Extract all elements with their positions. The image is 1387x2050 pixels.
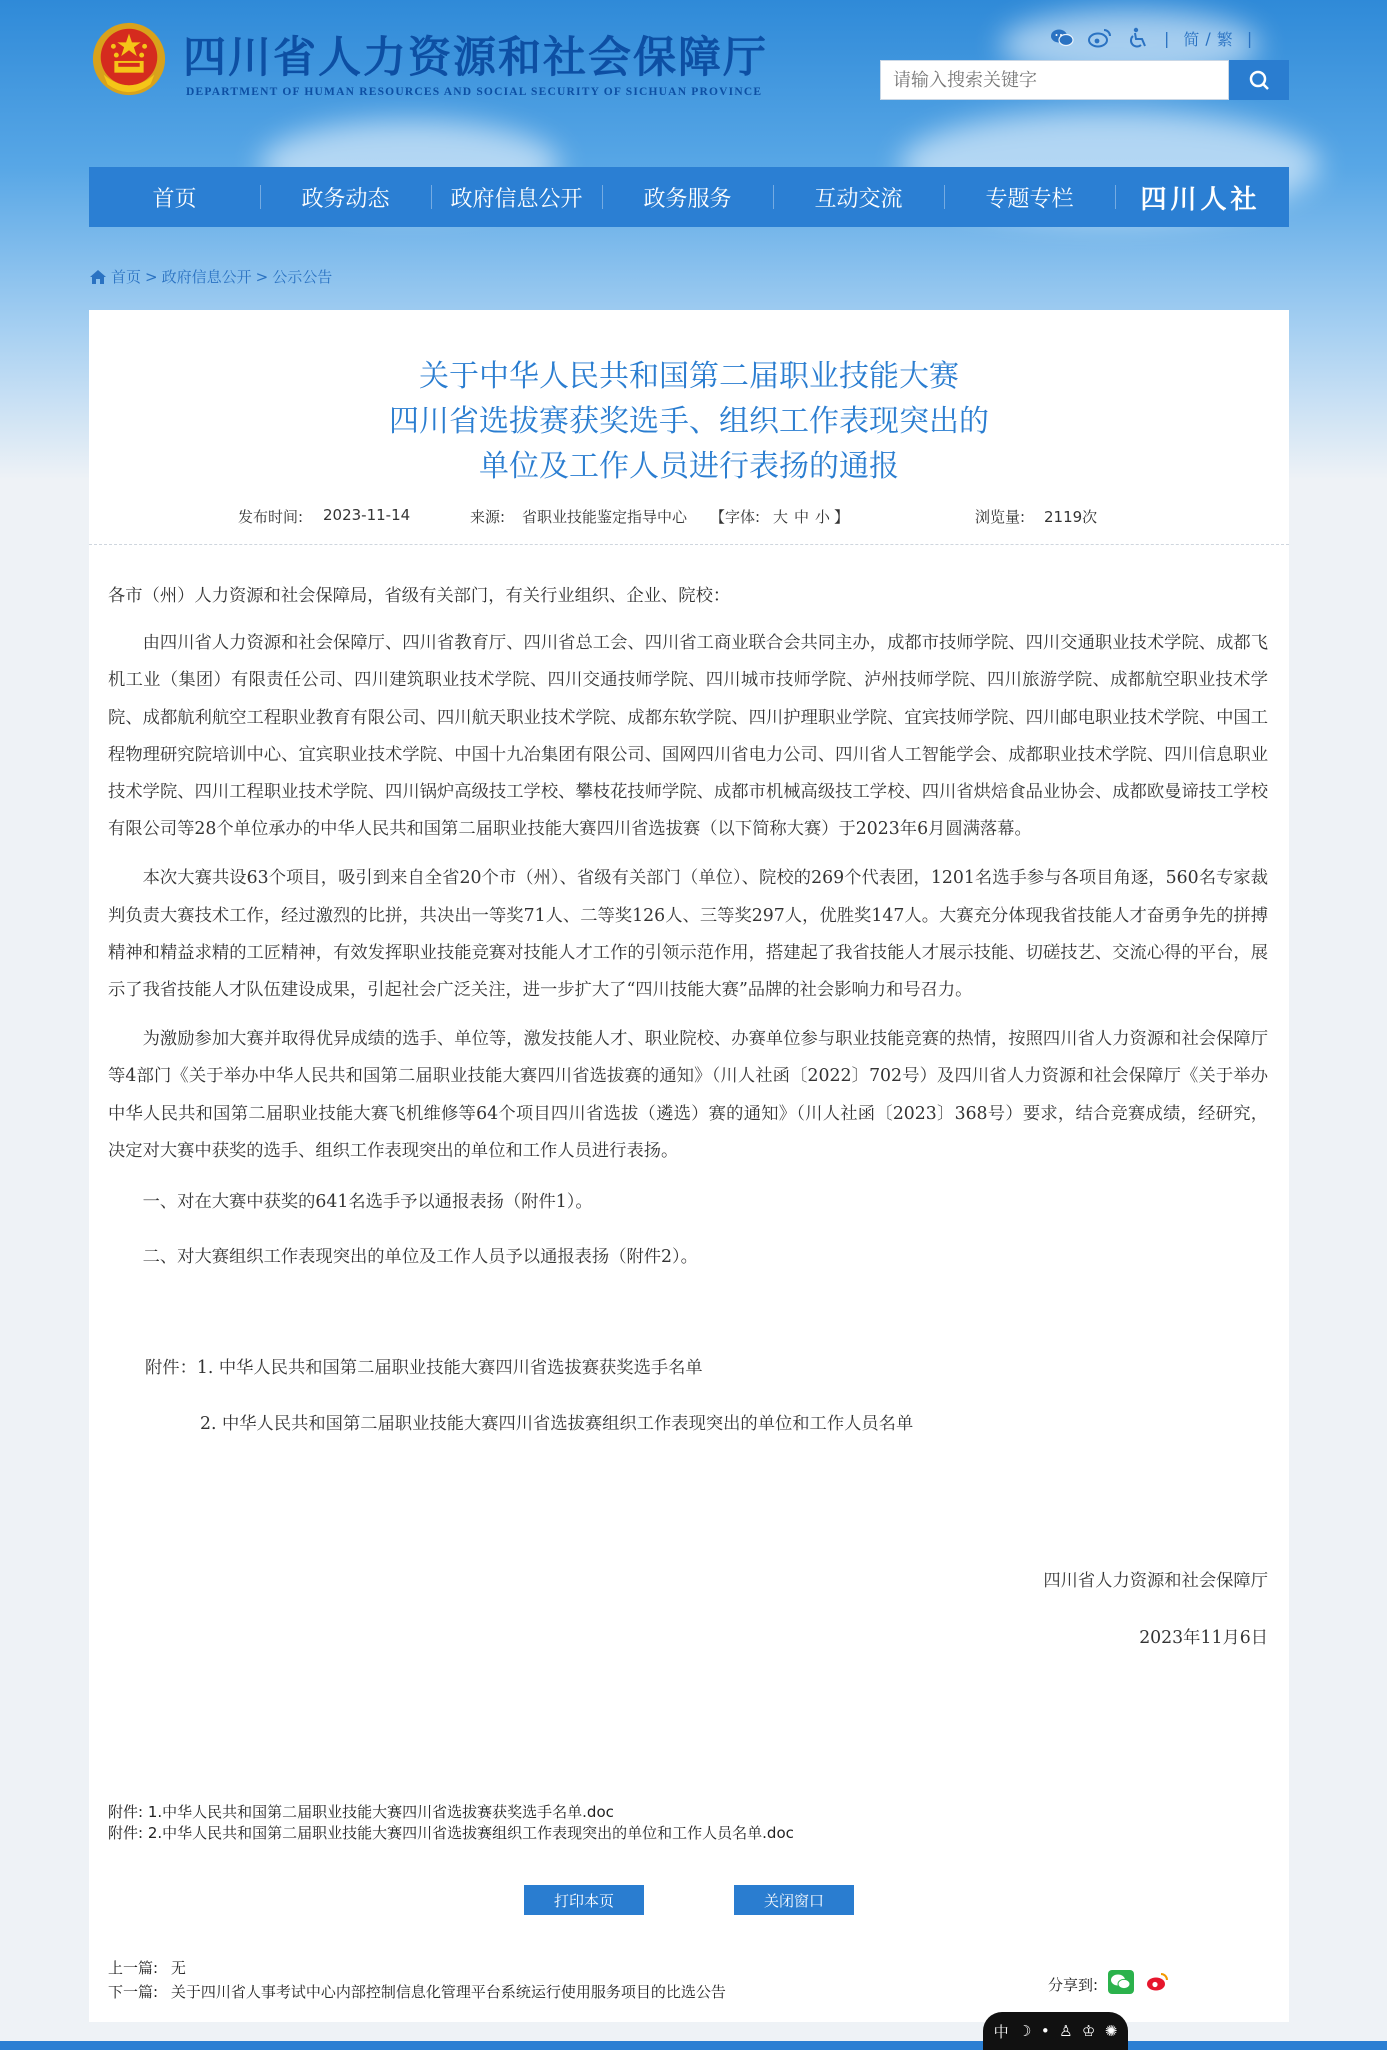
nav-item-news[interactable]: 政务动态 — [260, 167, 431, 227]
next-article — [108, 1981, 1008, 2002]
prev-article — [108, 1957, 1008, 1978]
paragraph: 二、对大赛组织工作表现突出的单位及工作人员予以通报表扬（附件2）。 — [142, 1247, 698, 1268]
nav-item-special-topics[interactable]: 专题专栏 — [944, 167, 1115, 227]
breadcrumb-notices[interactable]: 公示公告 — [272, 268, 333, 286]
ime-toolbar — [983, 2012, 1128, 2050]
breadcrumb-separator: > — [255, 267, 269, 286]
font-large-option[interactable]: 大 — [773, 508, 789, 526]
home-icon — [89, 269, 107, 285]
search-icon — [1248, 69, 1270, 91]
site-title[interactable]: 四川省人力资源和社会保障厅 — [183, 33, 768, 83]
prev-title: 无 — [170, 1959, 186, 1977]
views-label: 浏览量: — [975, 508, 1026, 526]
national-emblem-logo[interactable] — [90, 20, 168, 98]
article-panel — [89, 310, 1289, 2022]
article-title — [89, 354, 1289, 489]
views-count: 2119次 — [1044, 508, 1098, 526]
font-medium-option[interactable]: 中 — [794, 508, 810, 526]
file-link[interactable]: 2.中华人民共和国第二届职业技能大赛四川省选拔赛组织工作表现突出的单位和工作人员名单.doc — [147, 1824, 794, 1842]
search-input[interactable] — [880, 60, 1229, 100]
search-bar — [880, 60, 1289, 100]
next-label: 下一篇: — [108, 1983, 159, 2001]
weibo-icon[interactable] — [1088, 26, 1112, 50]
print-button[interactable]: 打印本页 — [524, 1885, 644, 1915]
font-size-label: 【字体: — [710, 508, 761, 526]
breadcrumb — [89, 266, 332, 287]
font-size-close: 】 — [834, 508, 850, 526]
file-label: 附件: — [108, 1824, 144, 1842]
article-title-line: 关于中华人民共和国第二届职业技能大赛 — [419, 359, 959, 394]
nav-item-info-disclosure[interactable]: 政府信息公开 — [431, 167, 602, 227]
search-button[interactable] — [1229, 60, 1289, 100]
paragraph: 为激励参加大赛并取得优异成绩的选手、单位等，激发技能人才、职业院校、办赛单位参与职业技能竞赛的热情，按照四川省人力资源和社会保障厅等4部门《关于举办中华人民共和国第二届职业技能大赛四川省选拔赛的通知》（川人社函〔2022〕702号）及四川省人力资源和社会保障厅《关于举办中华人民共和国第二届职业技能大赛飞机维修等64个项目四川省选拔（遴选）赛的通知》（川人社函〔2023〕368号）要求，结合竞赛成绩，经研究，决定对大赛中获奖的选手、组织工作表现突出的单位和工作人员进行表扬。 — [108, 1029, 1268, 1161]
divider — [89, 544, 1289, 545]
attachment-line — [108, 1350, 1268, 1387]
source-value: 省职业技能鉴定指导中心 — [522, 508, 688, 526]
punctuation-icon[interactable]: • — [1040, 2022, 1050, 2040]
paragraph: 由四川省人力资源和社会保障厅、四川省教育厅、四川省总工会、四川省工商业联合会共同主办，成都市技师学院、四川交通职业技术学院、成都飞机工业（集团）有限责任公司、四川建筑职业技术学院、四川交通技师学院、四川城市技师学院、泸州技师学院、四川旅游学院、成都航空职业技术学院、成都航利航空工程职业教育有限公司、四川航天职业技术学院、成都东软学院、四川护理职业学院、宜宾技师学院、四川邮电职业技术学院、中国工程物理研究院培训中心、宜宾职业技术学院、中国十九冶集团有限公司、国网四川省电力公司、四川省人工智能学会、成都职业技术学院、四川信息职业技术学院、四川工程职业技术学院、四川锅炉高级技工学校、攀枝花技师学院、成都市机械高级技工学校、四川省烘焙食品业协会、成都欧曼谛技工学校有限公司等28个单位承办的中华人民共和国第二届职业技能大赛四川省选拔赛（以下简称大赛）于2023年6月圆满落幕。 — [108, 633, 1268, 840]
prev-label: 上一篇: — [108, 1959, 159, 1977]
top-tools — [1050, 26, 1252, 50]
article-body — [108, 578, 1268, 1657]
main-nav — [89, 167, 1289, 227]
shirt-icon[interactable]: ♔ — [1081, 2022, 1096, 2040]
breadcrumb-separator: > — [145, 267, 158, 286]
wechat-icon[interactable] — [1050, 26, 1074, 50]
font-small-option[interactable]: 小 — [815, 508, 831, 526]
next-title-link[interactable]: 关于四川省人事考试中心内部控制信息化管理平台系统运行使用服务项目的比选公告 — [170, 1983, 726, 2001]
attachments-label: 附件： — [145, 1358, 197, 1379]
user-icon[interactable]: ♙ — [1059, 2022, 1073, 2040]
close-window-button[interactable]: 关闭窗口 — [734, 1885, 854, 1915]
attachment-item: 1. 中华人民共和国第二届职业技能大赛四川省选拔赛获奖选手名单 — [196, 1358, 703, 1379]
share-wechat-icon[interactable] — [1108, 1970, 1134, 1998]
paragraph: 一、对在大赛中获奖的641名选手予以通报表扬（附件1）。 — [142, 1192, 593, 1213]
breadcrumb-home[interactable]: 首页 — [111, 268, 142, 286]
nav-item-home[interactable]: 首页 — [152, 186, 197, 212]
source-label: 来源: — [470, 508, 506, 526]
share-weibo-icon[interactable] — [1144, 1970, 1170, 1998]
breadcrumb-info-disclosure[interactable]: 政府信息公开 — [161, 268, 252, 286]
divider: | — [1246, 28, 1253, 48]
site-subtitle: DEPARTMENT OF HUMAN RESOURCES AND SOCIAL SECURITY OF SICHUAN PROVINCE — [186, 86, 763, 98]
share-label: 分享到: — [1048, 1975, 1099, 1994]
article-meta — [89, 506, 1289, 536]
settings-icon[interactable]: ✺ — [1104, 2022, 1118, 2040]
nav-brand-logo[interactable]: 四川人社 — [1115, 167, 1286, 227]
article-title-line: 单位及工作人员进行表扬的通报 — [479, 449, 899, 484]
file-link[interactable]: 1.中华人民共和国第二届职业技能大赛四川省选拔赛获奖选手名单.doc — [147, 1803, 614, 1821]
publish-label: 发布时间: — [238, 508, 304, 526]
footer-strip — [0, 2041, 1387, 2050]
moon-icon[interactable]: ☽ — [1018, 2022, 1032, 2040]
signature: 四川省人力资源和社会保障厅 — [1043, 1570, 1268, 1591]
salutation: 各市（州）人力资源和社会保障局，省级有关部门，有关行业组织、企业、院校： — [108, 586, 731, 606]
nav-item-interaction[interactable]: 互动交流 — [773, 167, 944, 227]
file-attachment — [108, 1823, 1268, 1844]
ime-lang-toggle[interactable]: 中 — [993, 2022, 1009, 2041]
article-title-line: 四川省选拔赛获奖选手、组织工作表现突出的 — [389, 404, 989, 439]
sign-date: 2023年11月6日 — [1139, 1628, 1268, 1649]
divider: | — [1164, 28, 1170, 48]
lang-traditional-link[interactable]: 繁 — [1216, 29, 1233, 49]
file-label: 附件: — [108, 1803, 144, 1821]
nav-item-services[interactable]: 政务服务 — [602, 167, 773, 227]
paragraph: 本次大赛共设63个项目，吸引到来自全省20个市（州）、省级有关部门（单位）、院校的269个代表团，1201名选手参与各项目角逐，560名专家裁判负责大赛技术工作，经过激烈的比拼，共决出一等奖71人、二等奖126人、三等奖297人，优胜奖147人。大赛充分体现我省技能人才奋勇争先的拼搏精神和精益求精的工匠精神，有效发挥职业技能竞赛对技能人才工作的引领示范作用，搭建起了我省技能人才展示技能、切磋技艺、交流心得的平台，展示了我省技能人才队伍建设成果，引起社会广泛关注，进一步扩大了“四川技能大赛”品牌的社会影响力和号召力。 — [108, 868, 1268, 1001]
accessibility-icon[interactable] — [1126, 26, 1150, 50]
publish-date: 2023-11-14 — [323, 506, 411, 524]
file-attachment — [108, 1802, 1268, 1823]
lang-simplified-link[interactable]: 简 — [1183, 29, 1200, 49]
share-bar — [1048, 1970, 1170, 1998]
attachment-item: 2. 中华人民共和国第二届职业技能大赛四川省选拔赛组织工作表现突出的单位和工作人员名单 — [200, 1413, 914, 1434]
lang-separator: / — [1205, 28, 1211, 48]
